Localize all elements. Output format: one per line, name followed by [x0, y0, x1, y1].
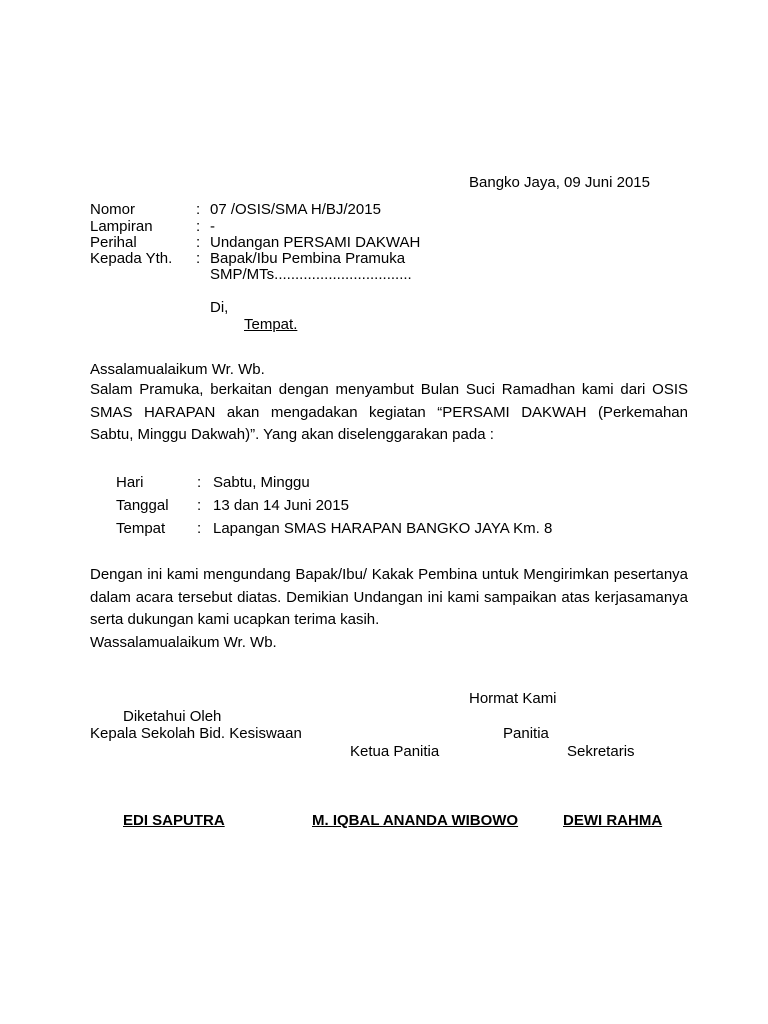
event-sep: : [197, 474, 202, 491]
signatory-name-middle: M. IQBAL ANANDA WIBOWO [312, 812, 519, 829]
event-value-tanggal: 13 dan 14 Juni 2015 [213, 497, 349, 514]
intro-line: SMAS HARAPAN akan mengadakan kegiatan “PERSAMI DAKWAH (Perkemahan [90, 403, 688, 421]
signatory-name-right: DEWI RAHMA [563, 812, 663, 829]
event-sep: : [197, 497, 202, 514]
closing-line: Dengan ini kami mengundang Bapak/Ibu/ Kakak Pembina untuk Mengirimkan pesertanya [90, 566, 688, 583]
event-value-hari: Sabtu, Minggu [213, 474, 310, 491]
diketahui-oleh: Diketahui Oleh [123, 708, 222, 725]
field-sep: : [196, 218, 201, 235]
hormat-kami: Hormat Kami [469, 690, 557, 707]
field-sep: : [196, 234, 201, 251]
sekretaris-label: Sekretaris [567, 743, 635, 760]
di-label: Di, [210, 299, 229, 316]
field-label-lampiran: Lampiran [90, 218, 153, 235]
closing-paragraph [90, 564, 688, 654]
closing-line: Wassalamualaikum Wr. Wb. [90, 633, 277, 651]
place-date: Bangko Jaya, 09 Juni 2015 [469, 174, 650, 191]
field-value-kepada: Bapak/Ibu Pembina Pramuka [210, 250, 406, 267]
signatory-name-left: EDI SAPUTRA [123, 812, 225, 829]
intro-line: Sabtu, Minggu Dakwah)”. Yang akan diselenggarakan pada : [90, 426, 494, 443]
field-value-nomor: 07 /OSIS/SMA H/BJ/2015 [210, 201, 381, 218]
field-sep: : [196, 201, 201, 218]
field-label-perihal: Perihal [90, 234, 137, 251]
field-value-perihal: Undangan PERSAMI DAKWAH [210, 234, 421, 251]
tempat-label: Tempat. [244, 316, 298, 333]
field-label-kepada: Kepada Yth. [90, 250, 173, 267]
closing-line: serta dukungan kami ucapkan terima kasih. [90, 611, 380, 628]
field-label-nomor: Nomor [90, 201, 136, 218]
recipient-line-2: SMP/MTs................................. [210, 266, 412, 283]
event-label-hari: Hari [116, 474, 144, 491]
field-value-lampiran: - [210, 218, 215, 235]
event-label-tempat: Tempat [116, 520, 166, 537]
panitia-label: Panitia [503, 725, 549, 742]
kepala-sekolah: Kepala Sekolah Bid. Kesiswaan [90, 725, 302, 742]
intro-line: Salam Pramuka, berkaitan dengan menyambut Bulan Suci Ramadhan kami dari OSIS [90, 381, 688, 398]
intro-paragraph [90, 379, 688, 447]
field-sep: : [196, 250, 201, 267]
event-value-tempat: Lapangan SMAS HARAPAN BANGKO JAYA Km. 8 [213, 520, 553, 537]
event-sep: : [197, 520, 202, 537]
closing-line: dalam acara tersebut diatas. Demikian Undangan ini kami sampaikan atas kerjasamanya [90, 588, 688, 606]
event-label-tanggal: Tanggal [116, 497, 169, 514]
ketua-panitia-label: Ketua Panitia [350, 743, 440, 760]
greeting: Assalamualaikum Wr. Wb. [90, 361, 265, 378]
